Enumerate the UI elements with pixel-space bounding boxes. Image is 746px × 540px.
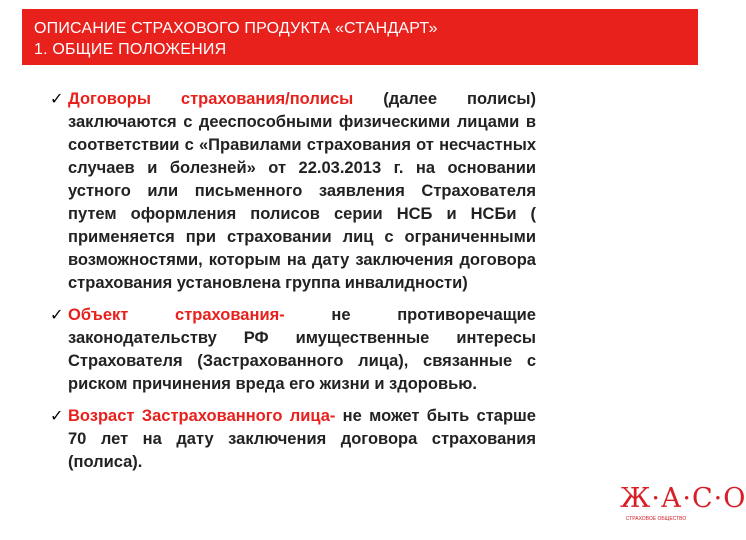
item-description: не может быть старше 70 лет на дату заключения договора страхования (полиса).	[68, 407, 536, 471]
item-term: Договоры страхования/полисы	[68, 90, 354, 108]
item-text	[68, 88, 536, 295]
item-description: (далее полисы) заключаются с дееспособными физическими лицами в соответствии с «Правилами страхования от несчастных случаев и болезней» от 22.03.2013 г. на основании устного или письменного заявления Страхователя путем оформления полисов серии НСБ и НСБи ( применяется при страховании лиц с ограниченными возможностями, которым на дату заключения договора страхования установлена группа инвалидности)	[68, 90, 537, 292]
section-subtitle: 1. ОБЩИЕ ПОЛОЖЕНИЯ	[34, 41, 227, 58]
bullet-list	[50, 88, 536, 483]
checkmark-icon: ✓	[50, 307, 64, 324]
list-item	[50, 88, 536, 295]
item-description: не противоречащие законодательству РФ имущественные интересы Страхователя (Застрахованного лица), связанные с риском причинения вреда его жизни и здоровью.	[68, 306, 536, 393]
item-text	[68, 405, 536, 474]
item-term: Возраст Застрахованного лица-	[68, 407, 336, 425]
logo-mark: Ж·А·С·О	[620, 483, 746, 514]
checkmark-icon: ✓	[50, 91, 64, 108]
list-item	[50, 405, 536, 474]
item-term: Объект страхования-	[68, 306, 285, 324]
slide-title: ОПИСАНИЕ СТРАХОВОГО ПРОДУКТА «СТАНДАРТ»	[34, 20, 438, 37]
list-item	[50, 304, 536, 396]
title-banner	[22, 9, 698, 65]
company-logo	[620, 483, 746, 522]
checkmark-icon: ✓	[50, 408, 64, 425]
logo-tagline: СТРАХОВОЕ ОБЩЕСТВО	[625, 516, 687, 522]
item-text	[68, 304, 536, 396]
